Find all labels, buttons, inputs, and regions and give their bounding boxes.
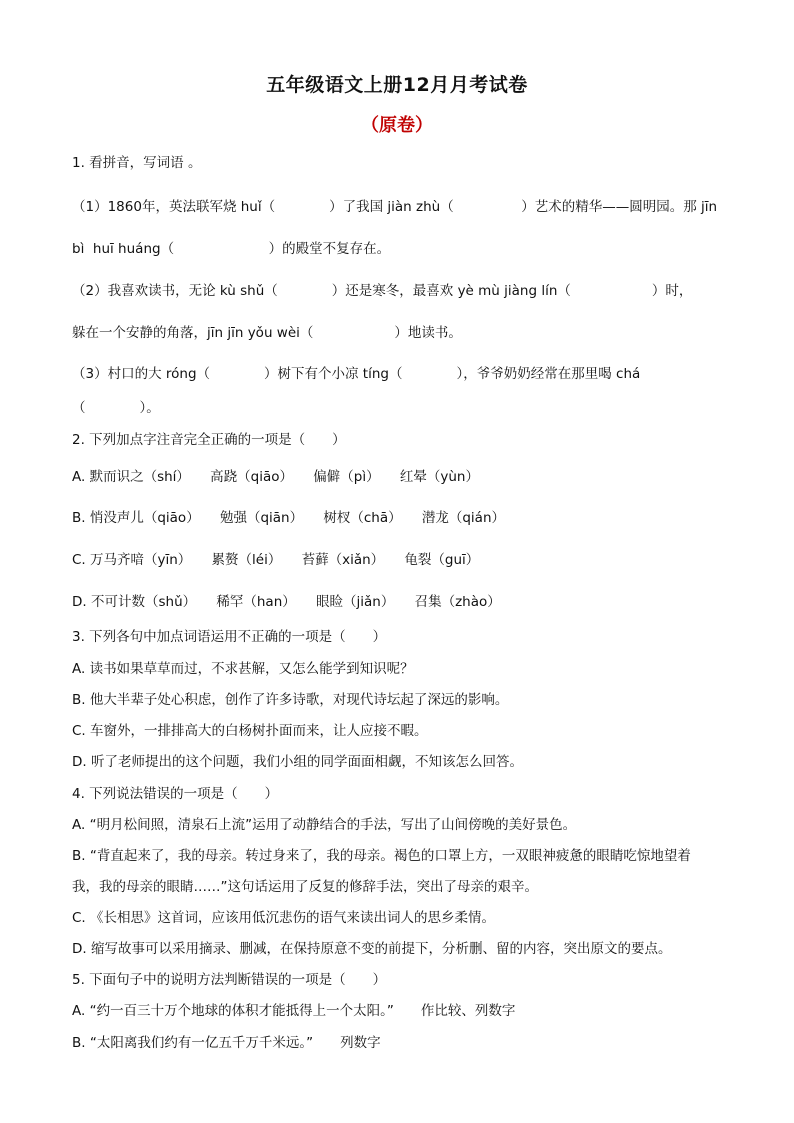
question-3-option-c: C. 车窗外，一排排高大的白杨树扑面而来，让人应接不暇。: [72, 723, 428, 739]
question-5-option-b: B. “太阳离我们约有一亿五千万千米远。” 列数字: [72, 1035, 381, 1051]
question-1-heading: 1. 看拼音，写词语 。: [72, 155, 202, 171]
question-5-option-a: A. “约一百三十万个地球的体积才能抵得上一个太阳。” 作比较、列数字: [72, 1003, 516, 1019]
page-title: 五年级语文上册12月月考试卷: [266, 74, 528, 96]
question-4-option-a: A. “明月松间照，清泉石上流”运用了动静结合的手法，写出了山间傍晚的美好景色。: [72, 817, 577, 833]
question-1-line-3: （2）我喜欢读书，无论 kù shǔ（ ）还是寒冬，最喜欢 yè mù jiàng lín（ ）时，: [72, 283, 693, 299]
question-4-option-d: D. 缩写故事可以采用摘录、删减，在保持原意不变的前提下，分析删、留的内容，突出原文的要点。: [72, 941, 672, 957]
question-3-heading: 3. 下列各句中加点词语运用不正确的一项是（ ）: [72, 629, 387, 645]
question-4-option-c: C. 《长相思》这首词，应该用低沉悲伤的语气来读出词人的思乡柔情。: [72, 910, 496, 926]
question-2-option-a: A. 默而识之（shí） 高跷（qiāo） 偏僻（pì） 红晕（yùn）: [72, 469, 479, 485]
question-2-heading: 2. 下列加点字注音完全正确的一项是（ ）: [72, 432, 346, 448]
question-4-option-b: B. “背直起来了，我的母亲。转过身来了，我的母亲。褐色的口罩上方，一双眼神疲惫的眼睛吃惊地望着: [72, 848, 691, 864]
question-2-option-b: B. 悄没声儿（qiāo） 勉强（qiān） 树杈（chā） 潜龙（qián）: [72, 510, 505, 526]
page-subtitle: （原卷）: [361, 115, 433, 136]
question-1-line-4: 躲在一个安静的角落，jīn jīn yǒu wèi（ ）地读书。: [72, 325, 462, 341]
question-1-line-6: （ ）。: [72, 400, 160, 416]
question-1-line-2: bì huī huáng（ ）的殿堂不复存在。: [72, 241, 391, 257]
question-3-option-a: A. 读书如果草草而过，不求甚解，又怎么能学到知识呢？: [72, 661, 414, 677]
question-5-heading: 5. 下面句子中的说明方法判断错误的一项是（ ）: [72, 972, 387, 988]
question-1-line-5: （3）村口的大 róng（ ）树下有个小凉 tíng（ ），爷爷奶奶经常在那里喝 chá: [72, 366, 641, 382]
question-4-option-b-cont: 我，我的母亲的眼睛……”这句话运用了反复的修辞手法，突出了母亲的艰辛。: [72, 879, 538, 895]
question-4-heading: 4. 下列说法错误的一项是（ ）: [72, 786, 279, 802]
question-1-line-1: （1）1860年，英法联军烧 huǐ（ ）了我国 jiàn zhù（ ）艺术的精华——圆明园。那 jīn: [72, 199, 718, 215]
question-2-option-d: D. 不可计数（shǔ） 稀罕（han） 眼睑（jiǎn） 召集（zhào）: [72, 594, 501, 610]
question-3-option-d: D. 听了老师提出的这个问题，我们小组的同学面面相觑，不知该怎么回答。: [72, 754, 523, 770]
question-3-option-b: B. 他大半辈子处心积虑，创作了许多诗歌，对现代诗坛起了深远的影响。: [72, 692, 509, 708]
question-2-option-c: C. 万马齐喑（yīn） 累赘（léi） 苔藓（xiǎn） 龟裂（guī）: [72, 552, 480, 568]
